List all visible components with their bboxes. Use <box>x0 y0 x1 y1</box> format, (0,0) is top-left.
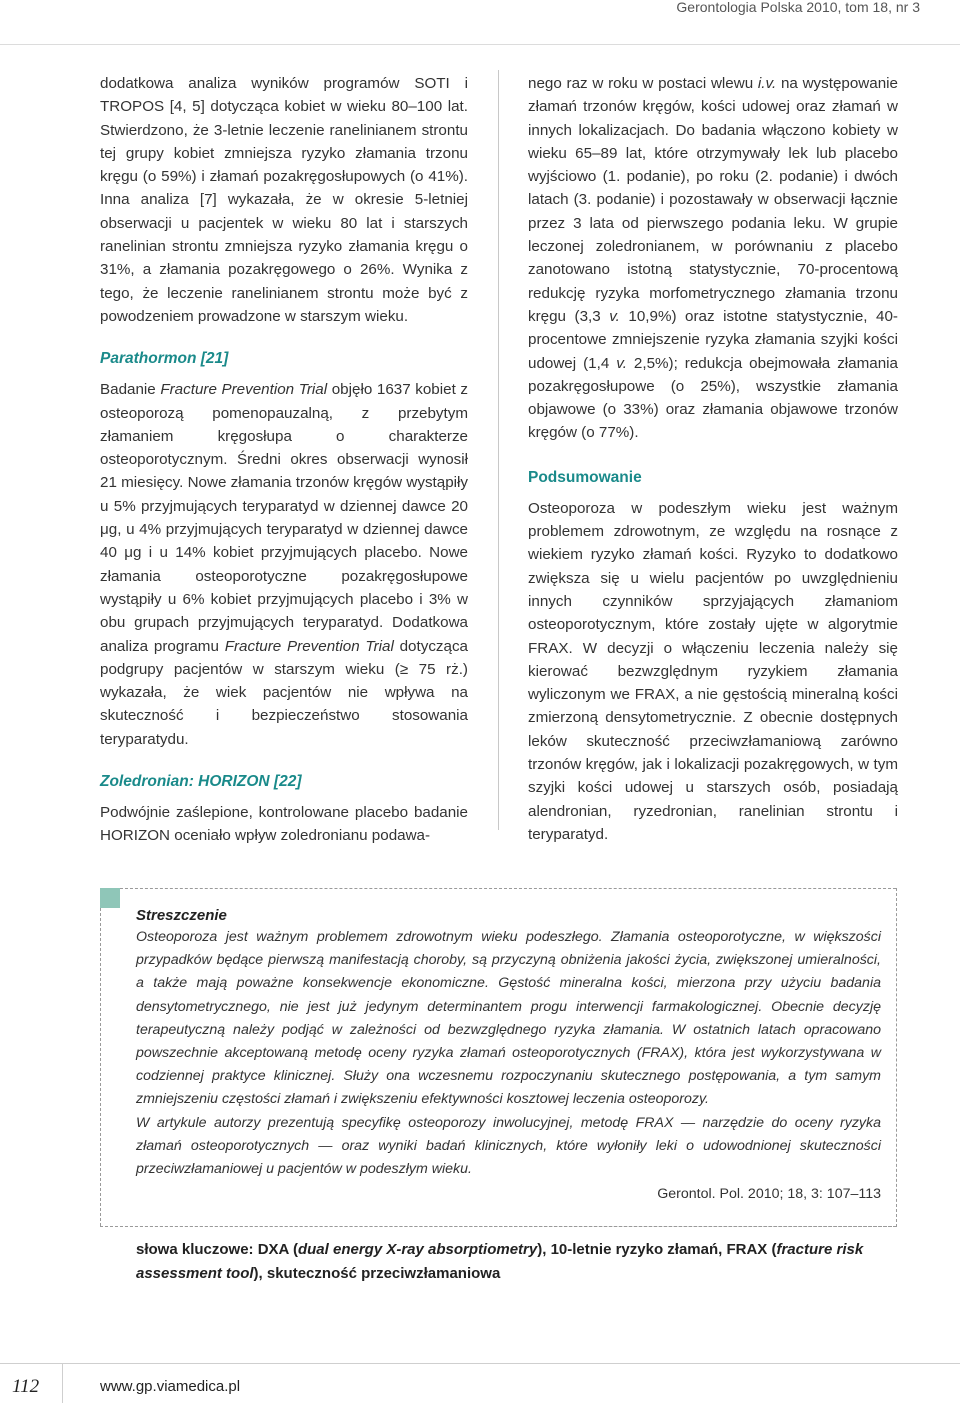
keywords-divider <box>120 1226 896 1227</box>
footer-rule <box>0 1363 960 1364</box>
text-run: 10,9%) oraz istotne statystycznie, 40-procentowe zmniejszenie ryzyka złamania szyjki kości udowej (1,4 <box>528 307 898 372</box>
heading-parathormon: Parathormon [21] <box>100 350 229 368</box>
abstract <box>136 906 881 1206</box>
footer-divider <box>62 1363 63 1403</box>
running-header <box>0 0 960 45</box>
text-run: na występowanie złamań trzonów kręgów, kości udowej oraz złamań w innych lokalizacjach. Do badania włączono kobiety w wieku 65–89 lat, które otrzymywały lek lub placebo wyjściowo (1. podanie), po roku (2. podanie) i dwóch latach (3. podanie) i pozostawały w obserwacji łącznie przez 3 lata od pierwszego podania leku. W grupie leczonej zoledronianem, w porównaniu z placebo zanotowano istotną statystycznie, 70-procentową redukcję ryzyka morfometrycznego złamania trzonu kręgu (3,3 <box>528 75 898 325</box>
abstract-paragraph-1: Osteoporoza jest ważnym problemem zdrowotnym wieku podeszłego. Złamania osteoporotyczne, w większości przypadków będące pierwszą manifestacją choroby, są przyczyną obniżenia jakości życia, zwiększonej umieralności, a także mają poważne konsekwencje ekonomiczne. Gęstość mineralna kości, mierzona przy użyciu badania densytometrycznego, nie jest już jedynym determinantem progu interwencji farmakologicznej. Obecnie decyzję terapeutyczną należy podjąć w zależności od bezwzględnego ryzyka złamania. W ostatnich latach opracowano powszechnie akceptowaną metodę oceny ryzyka złamań osteoporotycznych (FRAX), która jest wykorzystywana w codziennej praktyce klinicznej. Służy ona wczesnemu rozpoczynaniu skutecznego postępowania, a tym samym zmniejszeniu częstości złamań i zwiększeniu efektywności kosztowej leczenia osteoporozy. <box>136 929 881 1108</box>
text-run: 2,5%); redukcja obejmowała złamania pozakręgosłupowe (o 25%), wszystkie złamania objawowe (o 33%) oraz złamania objawowe trzonów kręgów (o 77%). <box>528 354 898 442</box>
paragraph-zoledronian: Podwójnie zaślepione, kontrolowane placebo badanie HORIZON oceniało wpływ zoledronianu podawa- <box>100 804 468 845</box>
abstract-paragraph-2: W artykule autorzy prezentują specyfikę osteoporozy inwolucyjnej, metodę FRAX — narzędzie do oceny ryzyka złamań osteoporotycznych — oraz wyniki badań klinicznych, które wyłoniły leki o udowodnionej skuteczności przeciwzłamaniowej u pacjentów w podeszłym wieku. <box>136 1114 881 1178</box>
text-run: ), skuteczność przeciwzłamaniowa <box>253 1265 501 1282</box>
trial-name: Fracture Prevention Trial <box>224 637 394 655</box>
text-run: v. <box>616 354 627 372</box>
text-run: słowa kluczowe: DXA ( <box>136 1241 298 1258</box>
heading-podsumowanie: Podsumowanie <box>528 468 642 486</box>
paragraph-horizon-cont <box>528 72 898 445</box>
paragraph-sotitropos: dodatkowa analiza wyników programów SOTI i TROPOS [4, 5] dotycząca kobiet w wieku 80–100 lat. Stwierdzono, że 3-letnie leczenie ranelinianem strontu tej grupy kobiet zmniejsza ryzyko złamania trzonu kręgu (o 59%) i złamań pozakręgosłupowych (o 41%). Inna analiza [7] wykazała, że w okresie 5-letniej obserwacji u pacjentek w wieku 80 lat i starszych ranelinian strontu zmniejsza ryzyko złamania kręgu o 31%, a złamania pozakręgowego o 26%. Wynika z tego, że leczenie ranelinianem strontu może być z powodzeniem prowadzone w starszym wieku. <box>100 75 468 325</box>
keywords <box>136 1238 886 1286</box>
text-run: fracture risk assessment tool <box>136 1241 864 1282</box>
left-column <box>100 72 468 848</box>
text-run: ), 10-letnie ryzyko złamań, FRAX ( <box>537 1241 777 1258</box>
right-column <box>528 72 898 846</box>
text-run: nego raz w roku w postaci wlewu <box>528 75 758 92</box>
paragraph-podsumowanie: Osteoporoza w podeszłym wieku jest ważnym problemem zdrowotnym, ze względu na rosnące z wiekiem ryzyko złamań kości. Ryzyko to dodatkowo zwiększa się u wielu pacjentów po uwzględnieniu innych czynników sprzyjających złamaniom osteoporotycznym, które zostały ujęte w algorytmie FRAX. W decyzji o włączeniu leczenia należy się kierować bezwzględnym ryzykiem złamania wyliczonym we FRAX, a nie gęstością mineralną kości zmierzoną densytometrycznie. Z obecnie dostępnych leków skuteczność przeciwzłamaniową zarówno trzonów kręgów, jak i lokalizacji pozakręgowych, w tym szyjki kości udowej u starszych osób, posiadają alendronian, ryzedronian, ranelinian strontu i teryparatyd. <box>528 499 898 843</box>
text-run: Badanie <box>100 381 161 399</box>
abstract-marker-square <box>100 888 120 908</box>
text-run: i.v. <box>757 75 777 92</box>
abstract-citation: Gerontol. Pol. 2010; 18, 3: 107–113 <box>657 1186 881 1203</box>
running-title: Gerontologia Polska 2010, tom 18, nr 3 <box>676 0 920 15</box>
trial-name: Fracture Prevention Trial <box>160 381 328 399</box>
paragraph-parathormon <box>100 378 468 751</box>
page-number: 112 <box>12 1376 40 1397</box>
abstract-title: Streszczenie <box>136 907 227 924</box>
abstract-box-left-border <box>100 908 101 1226</box>
text-run: objęło 1637 kobiet z osteoporozą pomenopauzalną, z przebytym złamaniem kręgosłupa o charakterze osteoporotycznym. Średni okres obserwacji wynosił 21 miesięcy. Nowe złamania trzonów kręgów wystąpiły u 5% przyjmujących teryparatyd w dziennej dawce 20 μg, u 4% przyjmujących teryparatyd w dziennej dawce 40 μg i u 14% kobiet przyjmujących placebo. Nowe złamania osteoporotyczne pozakręgosłupowe wystąpiły u 6% kobiet przyjmujących placebo i 3% w obu grupach przyjmujących teryparatyd. Dodatkowa analiza programu <box>100 381 468 655</box>
column-divider <box>498 70 499 830</box>
footer-url-link[interactable]: www.gp.viamedica.pl <box>100 1378 241 1395</box>
heading-zoledronian: Zoledronian: HORIZON [22] <box>100 773 302 791</box>
abstract-box-top-border <box>120 888 896 889</box>
text-run: v. <box>609 307 620 325</box>
text-run: dual energy X-ray absorptiometry <box>297 1241 538 1258</box>
text-run: dotycząca podgrupy pacjentów w starszym wieku (≥ 75 rż.) wykazała, że wiek pacjentów nie wpływa na skuteczność i bezpieczeństwo stosowania teryparatydu. <box>100 637 468 748</box>
